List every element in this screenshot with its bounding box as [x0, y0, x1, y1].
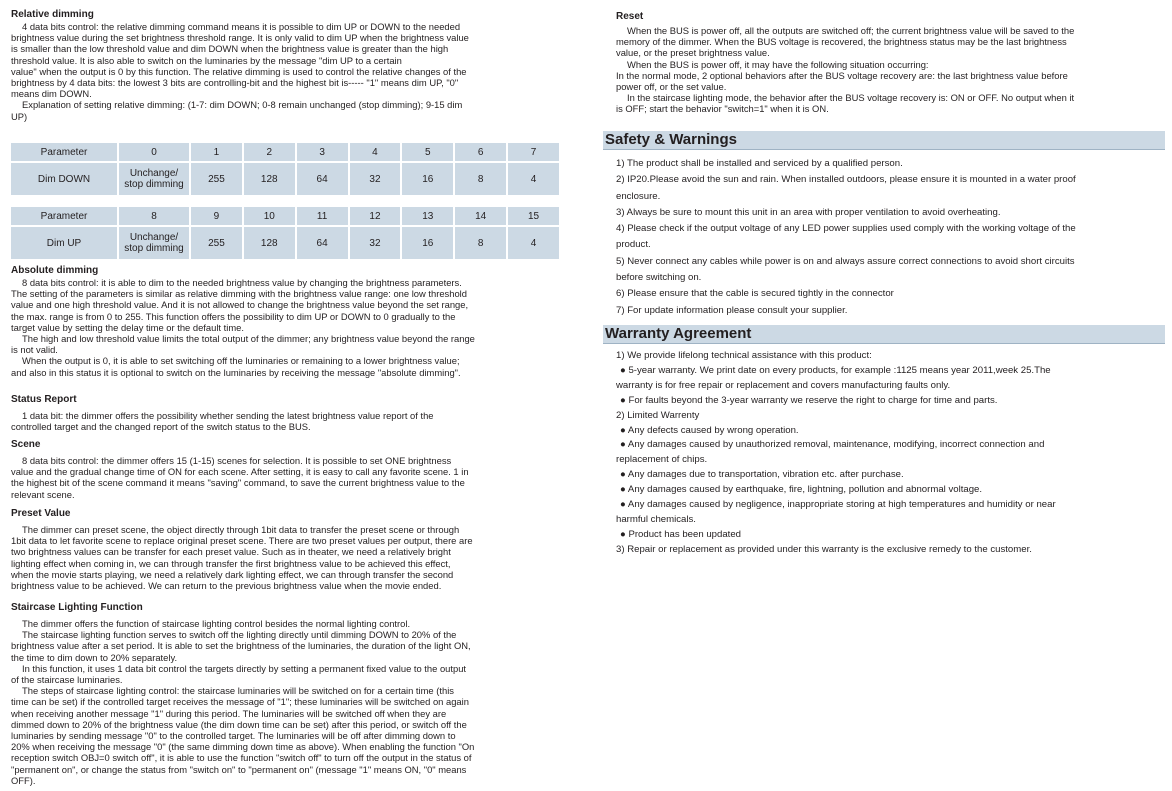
- reset-para1: When the BUS is power off, all the outputs are switched off; the current brightness value will be saved to the memory of the dimmer. When the BUS voltage is recovered, the brightness status may be the last brightness value, or the preset brightness value.: [616, 25, 1075, 59]
- staircase-para1: The dimmer offers the function of staircase lighting control besides the normal lighting control.: [22, 618, 411, 629]
- reset-para4: In the staircase lighting mode, the behavior after the BUS voltage recovery is: ON or OFF. No output when it is OFF; start the behavior "switch=1" when it is ON.: [616, 92, 1075, 115]
- table-cell: 255: [191, 227, 242, 259]
- list-item: 4) Please check if the output voltage of any LED power supplies used comply with the working voltage of the product.: [616, 223, 1076, 251]
- safety-section: [603, 131, 1165, 319]
- table-cell: 15: [508, 207, 559, 225]
- list-item: 3) Always be sure to mount this unit in an area with proper ventilation to avoid overheating.: [616, 206, 1001, 218]
- unchanged-line2: stop dimming: [124, 243, 184, 254]
- warranty-heading: Warranty Agreement: [603, 325, 1165, 344]
- reset-para2: When the BUS is power off, it may have the following situation occurring:: [627, 58, 929, 70]
- table-row: [11, 163, 559, 195]
- unchanged-line1: Unchange/: [129, 232, 179, 243]
- staircase-heading: Staircase Lighting Function: [11, 602, 143, 613]
- table-cell: 9: [191, 207, 242, 225]
- relative-dimming-para2: Explanation of setting relative dimming: (1-7: dim DOWN; 0-8 remain unchanged (stop dimming); 9-15 dim UP): [11, 99, 463, 122]
- table-cell: 64: [297, 163, 348, 195]
- table-cell: 16: [402, 227, 453, 259]
- list-item: replacement of chips.: [616, 454, 708, 466]
- table-cell: 10: [244, 207, 295, 225]
- list-item: 1) The product shall be installed and serviced by a qualified person.: [616, 158, 903, 169]
- unchanged-line2: stop dimming: [124, 179, 184, 190]
- safety-heading: Safety & Warnings: [603, 131, 1165, 150]
- dim-down-table-wrap: [11, 141, 561, 197]
- reset-para3: In the normal mode, 2 optional behaviors after the BUS voltage recovery are: the last brightness value before power off, or the set value.: [616, 69, 1068, 93]
- table-cell: Parameter: [11, 207, 117, 225]
- preset-value-heading: Preset Value: [11, 508, 71, 519]
- absolute-dimming-para2: The high and low threshold value limits the total output of the dimmer; any brightness value beyond the range is not valid.: [11, 333, 475, 356]
- list-item: 1) We provide lifelong technical assistance with this product:: [616, 350, 872, 361]
- table-cell: 5: [402, 143, 453, 161]
- staircase-para4: The steps of staircase lighting control: the staircase luminaries will be switched on for a certain time (this time can be set) if the controlled target receives the message of "1"; these luminaries will be switched on again when receiving another message "1" during this period. The luminaries will be switched off when they are dimmed down to 20% of the brightness value (the dim down time can be set) after this period, or switch off the luminaries by sending message "0" to the controlled target. The luminaries will be off after dimming down to 20% when receiving the message "0" (the same dimming down time as above). When enabling the function "On reception switch OBJ=0 switch off", it is able to use the function "switch off" to turn off the output in the status of "permanent on", or change the status from "switch on" to "permanent on" (message "1" means ON, "0" means OFF).: [11, 685, 475, 786]
- preset-value-section: [11, 508, 561, 591]
- list-item: 2) IP20.Please avoid the sun and rain. When installed outdoors, please ensure it is mounted in a water proof enclosure.: [616, 174, 1076, 202]
- table-cell: 128: [244, 163, 295, 195]
- list-item: ● For faults beyond the 3-year warranty we reserve the right to charge for time and parts.: [620, 394, 998, 406]
- warranty-section: [603, 325, 1165, 558]
- table-cell: 6: [455, 143, 506, 161]
- table-cell: 128: [244, 227, 295, 259]
- list-item: ● Any damages caused by unauthorized removal, maintenance, modifying, incorrect connection and: [620, 439, 1045, 451]
- table-cell: 8: [455, 227, 506, 259]
- table-cell: 0: [119, 143, 189, 161]
- table-cell: 16: [402, 163, 453, 195]
- table-cell: 32: [350, 227, 401, 259]
- table-cell: 4: [508, 227, 559, 259]
- status-report-section: [11, 394, 561, 432]
- list-item: 2) Limited Warrenty: [616, 409, 700, 421]
- dim-up-table: [9, 205, 561, 261]
- staircase-para2: The staircase lighting function serves to switch off the lighting directly until dimming DOWN to 20% of the brightness value after a set period. It is able to set the brightness of the luminaries, the duration of the light ON, the time to dim down to 20% separately.: [11, 629, 471, 663]
- list-item: 7) For update information please consult your supplier.: [616, 304, 848, 316]
- list-item: 5) Never connect any cables while power is on and always assure correct connections to avoid short circuits before switching on.: [616, 255, 1075, 284]
- table-cell: 64: [297, 227, 348, 259]
- staircase-para3: In this function, it uses 1 data bit control the targets directly by setting a permanent fixed value to the output of the staircase luminaries.: [11, 662, 467, 686]
- warranty-list: [603, 349, 1165, 558]
- staircase-section: [11, 602, 561, 786]
- table-cell: 8: [119, 207, 189, 225]
- table-cell: 1: [191, 143, 242, 161]
- table-cell-unchanged: [119, 227, 189, 259]
- unchanged-line1: Unchange/: [129, 168, 179, 179]
- table-cell: 12: [350, 207, 401, 225]
- list-item: ● Any damages caused by earthquake, fire, lightning, pollution and abnormal voltage.: [620, 484, 983, 496]
- list-item: ● 5-year warranty. We print date on every products, for example :1125 means year 2011,week 25.The: [620, 364, 1051, 376]
- list-item: ● Any damages due to transportation, vibration etc. after purchase.: [620, 469, 904, 481]
- dim-up-table-wrap: [11, 205, 561, 261]
- list-item: warranty is for free repair or replacement and covers manufacturing faults only.: [616, 379, 951, 391]
- absolute-dimming-heading: Absolute dimming: [11, 265, 99, 276]
- absolute-dimming-section: [11, 265, 561, 378]
- status-report-heading: Status Report: [11, 394, 77, 405]
- table-row-label: Dim DOWN: [11, 163, 117, 195]
- table-header-row: [11, 143, 559, 161]
- list-item: ● Any damages caused by negligence, inappropriate storing at high temperatures and humidity or near: [620, 499, 1056, 511]
- list-item: 3) Repair or replacement as provided under this warranty is the exclusive remedy to the customer.: [616, 543, 1032, 555]
- table-cell: 32: [350, 163, 401, 195]
- table-cell: Parameter: [11, 143, 117, 161]
- table-cell-unchanged: [119, 163, 189, 195]
- table-cell: 11: [297, 207, 348, 225]
- relative-dimming-section: [11, 9, 561, 122]
- list-item: ● Any defects caused by wrong operation.: [620, 424, 799, 436]
- scene-para1: 8 data bits control: the dimmer offers 15 (1-15) scenes for selection. It is possible to set ONE brightness value and the gradual change time of ON for each scene. After setting, it is easy to call any favorite scene. 1 in the highest bit of the scene command it means "saving" command, to save the current brightness value to the relevant scene.: [11, 455, 469, 500]
- table-cell: 4: [350, 143, 401, 161]
- status-report-para1: 1 data bit: the dimmer offers the possibility whether sending the latest brightness value report of the controlled target and the changed report of the switch status to the BUS.: [11, 410, 434, 433]
- table-cell: 3: [297, 143, 348, 161]
- list-item: 6) Please ensure that the cable is secured tightly in the connector: [616, 288, 894, 300]
- table-cell: 7: [508, 143, 559, 161]
- table-cell: 4: [508, 163, 559, 195]
- list-item: ● Product has been updated: [620, 528, 742, 540]
- absolute-dimming-para1: 8 data bits control: it is able to dim to the needed brightness value by changing the brightness parameters. The setting of the parameters is similar as relative dimming with the brightness value range: one low threshold value and one high threshold value. And it is not allowed to change the brightness value beyond the set range, the max. range is from 0 to 255. This function offers the possibility to dim UP or DOWN to 0 gradually to the target value by setting the delay time or the default time.: [11, 277, 469, 333]
- table-cell: 2: [244, 143, 295, 161]
- absolute-dimming-para3: When the output is 0, it is able to set switching off the luminaries or remaining to a lower brightness value; and also in this status it is optional to switch on the luminaries by receiving the message "absolute dimming".: [11, 355, 461, 378]
- table-row-label: Dim UP: [11, 227, 117, 259]
- table-cell: 255: [191, 163, 242, 195]
- table-header-row: [11, 207, 559, 225]
- reset-heading: Reset: [616, 11, 644, 22]
- preset-value-para1: The dimmer can preset scene, the object directly through 1bit data to transfer the preset scene or through 1bit data to let favorite scene to replace original preset scene. There are two preset values per output, there are two brightness values can be transfer for each preset value. Such as in theater, we need a relatively bright lighting effect when coming in, we can through transfer the first brightness value to be achieved this effect, when the movie starts playing, we need a relatively dark lighting effect, we can through transfer the second brightness value to be achieved. We can return to the previous brightness value when the movie ended.: [11, 524, 473, 592]
- reset-section: [616, 11, 1162, 115]
- table-row: [11, 227, 559, 259]
- scene-section: [11, 439, 561, 500]
- relative-dimming-heading: Relative dimming: [11, 9, 94, 20]
- scene-heading: Scene: [11, 439, 41, 450]
- table-cell: 14: [455, 207, 506, 225]
- table-cell: 13: [402, 207, 453, 225]
- list-item: harmful chemicals.: [616, 513, 696, 525]
- relative-dimming-para1: 4 data bits control: the relative dimming command means it is possible to dim UP or DOWN to the needed brightness value during the set brightness threshold range. It is only valid to dim UP when the brightness value is smaller than the low threshold value and dim DOWN when the brightness value is greater than the high threshold value. It is also able to switch on the luminaries by the message "dim UP to a certain value" when the output is 0 by this function. The relative dimming is used to control the relative changes of the brightness by 4 data bits: the lowest 3 bits are controlling-bit and the highest bit is----- "1" means dim UP, "0" means dim DOWN.: [11, 21, 469, 100]
- safety-list: [603, 156, 1165, 319]
- table-cell: 8: [455, 163, 506, 195]
- dim-down-table: [9, 141, 561, 197]
